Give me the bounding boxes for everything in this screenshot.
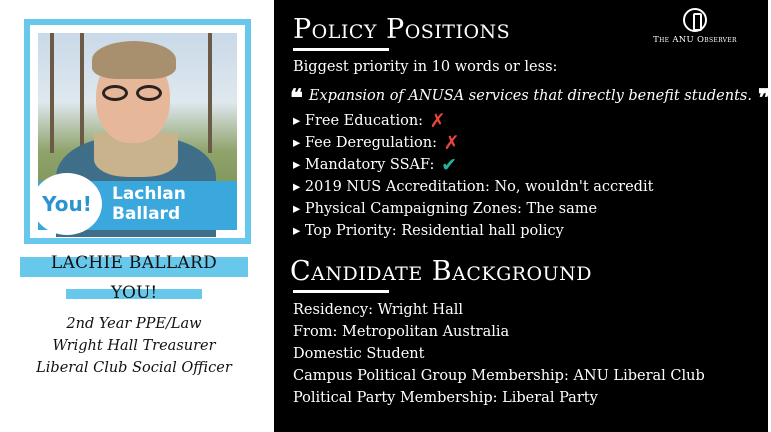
info-panel bbox=[274, 0, 771, 432]
you-ticket-banner bbox=[38, 181, 237, 230]
check-icon: ✔ bbox=[441, 154, 457, 176]
candidate-party: YOU! bbox=[110, 283, 158, 303]
role-line: 2nd Year PPE/Law bbox=[66, 316, 202, 332]
background-item: Political Party Membership: Liberal Party bbox=[293, 390, 598, 406]
background-item: From: Metropolitan Australia bbox=[293, 324, 510, 340]
background-item: Residency: Wright Hall bbox=[293, 302, 464, 318]
close-quote-icon: ❞ bbox=[757, 83, 771, 112]
candidate-panel bbox=[0, 0, 274, 432]
quote-text: Expansion of ANUSA services that directly benefit students. bbox=[308, 88, 752, 104]
publisher-logo bbox=[640, 8, 750, 45]
background-heading: Candidate Background bbox=[290, 256, 593, 287]
policy-item-text: ▸ Mandatory SSAF: bbox=[293, 157, 435, 173]
policy-item-text: ▸ Free Education: bbox=[293, 113, 424, 129]
tree-trunk bbox=[50, 33, 54, 153]
policy-item-text: ▸ Fee Deregulation: bbox=[293, 135, 437, 151]
policy-item: ▸ 2019 NUS Accreditation: No, wouldn't accredit bbox=[293, 179, 654, 195]
policy-item bbox=[293, 110, 446, 132]
tree-trunk bbox=[80, 33, 84, 153]
background-item: Campus Political Group Membership: ANU Liberal Club bbox=[293, 368, 705, 384]
policy-item bbox=[293, 154, 457, 176]
hair bbox=[92, 41, 176, 79]
priority-prompt: Biggest priority in 10 words or less: bbox=[293, 59, 558, 75]
cross-icon: ✗ bbox=[443, 132, 460, 154]
cross-icon: ✗ bbox=[429, 110, 446, 132]
tree-trunk bbox=[208, 33, 212, 153]
policy-item: ▸ Top Priority: Residential hall policy bbox=[293, 223, 564, 239]
policy-item: ▸ Physical Campaigning Zones: The same bbox=[293, 201, 598, 217]
background-item: Domestic Student bbox=[293, 346, 425, 362]
candidate-photo bbox=[38, 33, 237, 230]
banner-last-name: Ballard bbox=[112, 204, 181, 224]
glasses-icon bbox=[102, 85, 164, 101]
heading-underline bbox=[293, 290, 389, 293]
role-line: Liberal Club Social Officer bbox=[36, 360, 232, 376]
observer-logo-icon bbox=[683, 8, 707, 32]
logo-text: The ANU Observer bbox=[653, 35, 737, 45]
candidate-name: LACHIE BALLARD bbox=[50, 253, 218, 273]
banner-first-name: Lachlan bbox=[112, 184, 186, 204]
banner-name bbox=[112, 184, 186, 224]
candidate-photo-frame bbox=[24, 19, 251, 244]
heading-underline bbox=[293, 48, 389, 51]
candidate-roles bbox=[0, 313, 268, 379]
policy-item bbox=[293, 132, 460, 154]
you-logo: You! bbox=[32, 173, 102, 235]
policy-heading: Policy Positions bbox=[293, 14, 511, 45]
open-quote-icon: ❝ bbox=[290, 83, 303, 112]
role-line: Wright Hall Treasurer bbox=[52, 338, 216, 354]
priority-quote bbox=[290, 83, 771, 112]
